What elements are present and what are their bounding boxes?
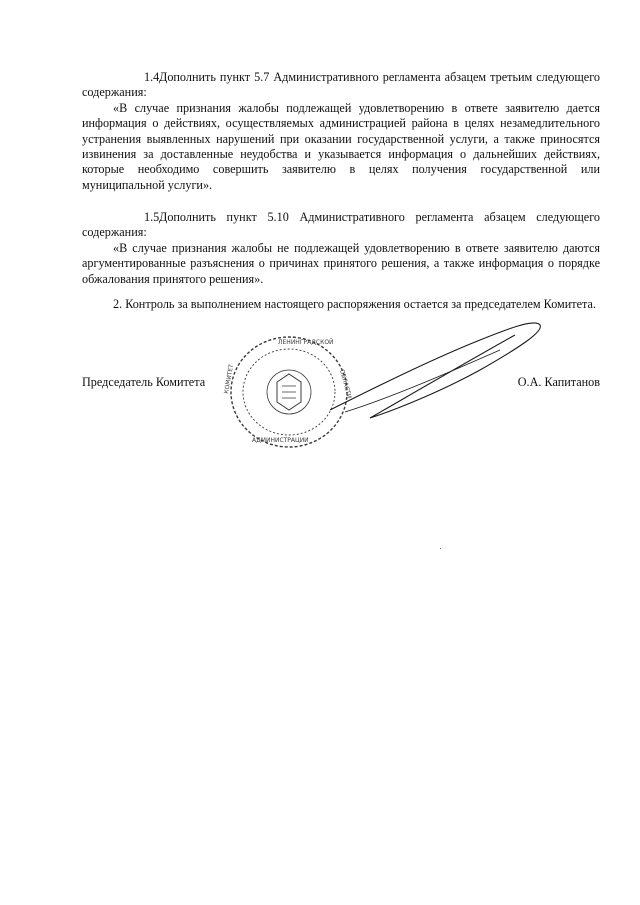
item-1-4-intro-text: Дополнить пункт 5.7 Административного регламента абзацем третьим следующего содержания:: [82, 70, 600, 100]
svg-text:ОБЛАСТИ: ОБЛАСТИ: [338, 368, 353, 400]
signatory-position: Председатель Комитета: [82, 375, 206, 389]
svg-text:АДМИНИСТРАЦИИ: АДМИНИСТРАЦИИ: [252, 437, 309, 444]
scan-speck: [440, 548, 441, 549]
item-2-text: 2. Контроль за выполнением настоящего распоряжения остается за председателем Комитета.: [113, 297, 596, 311]
svg-text:ЛЕНИНГРАДСКОЙ: ЛЕНИНГРАДСКОЙ: [278, 339, 334, 346]
item-1-5-intro: [82, 210, 600, 241]
item-1-4: [82, 70, 600, 193]
handwritten-signature: [300, 300, 550, 440]
item-1-5-number: 1.5.: [144, 210, 163, 224]
svg-text:КОМИТЕТ: КОМИТЕТ: [223, 363, 236, 395]
item-1-4-quote: «В случае признания жалобы подлежащей удовлетворению в ответе заявителю дается информация о действиях, осуществляемых администрацией района в целях незамедлительного устранения выявленных нарушений при оказании государственной услуги, а также приносятся извинения за доставленные неудобства и указывается информация о дальнейших действиях, которые необходимо совершить заявителю в целях получения государственной или муниципальной услуги».: [82, 100, 600, 192]
signatory-name: О.А. Капитанов: [517, 375, 600, 389]
item-1-5: [82, 210, 600, 287]
signature-row: [82, 375, 600, 393]
item-1-4-number: 1.4.: [144, 70, 163, 84]
item-1-5-quote: «В случае признания жалобы не подлежащей удовлетворению в ответе заявителю даются аргументированные разъяснения о причинах принятого решения, а также информация о порядке обжалования принятого решения».: [82, 240, 600, 286]
item-1-4-intro: [82, 70, 600, 101]
item-1-5-intro-text: Дополнить пункт 5.10 Административного регламента абзацем следующего содержания:: [82, 210, 600, 240]
